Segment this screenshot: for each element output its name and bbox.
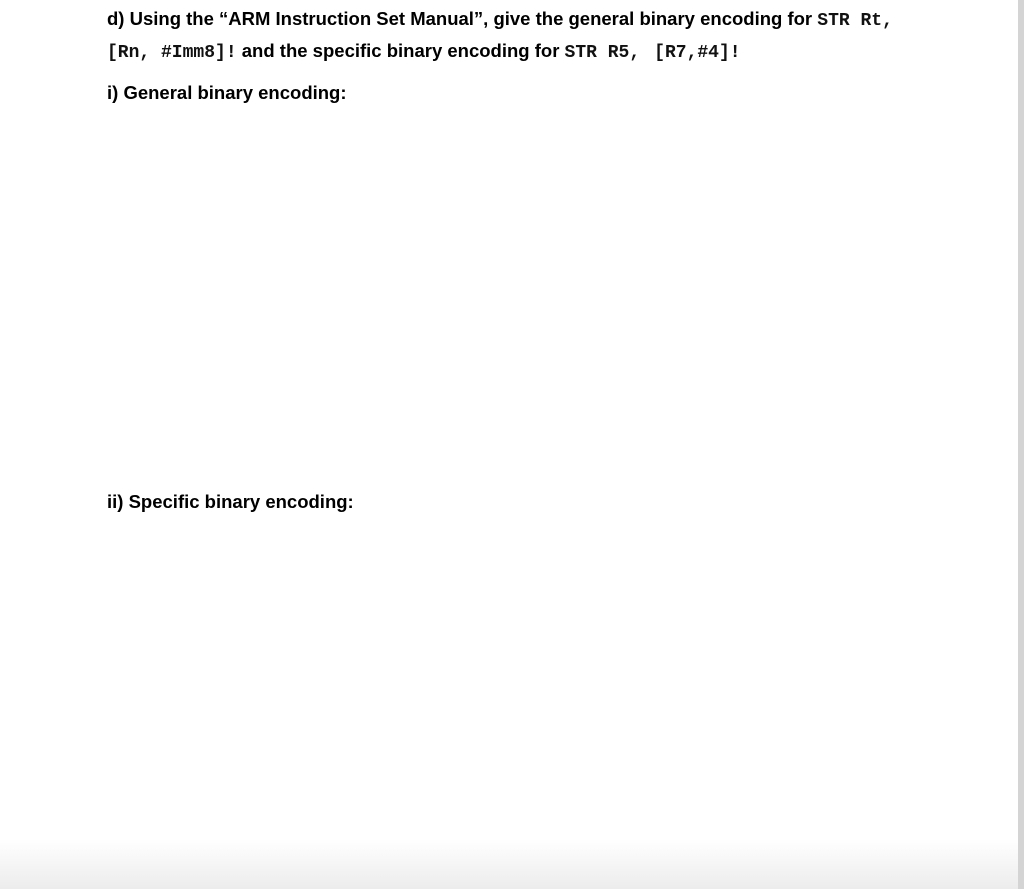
general-encoding-label: i) General binary encoding: <box>107 82 347 103</box>
code-specific-instruction-part1: STR R5, <box>564 43 641 63</box>
question-prefix: d) Using the “ARM Instruction Set Manual”, give the general binary encoding for <box>107 8 813 29</box>
code-general-instruction-part1: STR Rt, <box>817 11 893 31</box>
specific-encoding-label: ii) Specific binary encoding: <box>107 491 354 512</box>
code-general-instruction-part2: [Rn, #Imm8]! <box>107 43 237 63</box>
page-bottom-shadow <box>0 839 1018 889</box>
general-encoding-answer-area[interactable] <box>107 112 987 482</box>
question-text <box>107 4 987 68</box>
question-middle: and the specific binary encoding for <box>241 40 560 61</box>
code-specific-instruction-part2: [R7,#4]! <box>654 43 741 63</box>
specific-encoding-answer-area[interactable] <box>107 520 987 830</box>
page-right-border <box>1018 0 1024 889</box>
